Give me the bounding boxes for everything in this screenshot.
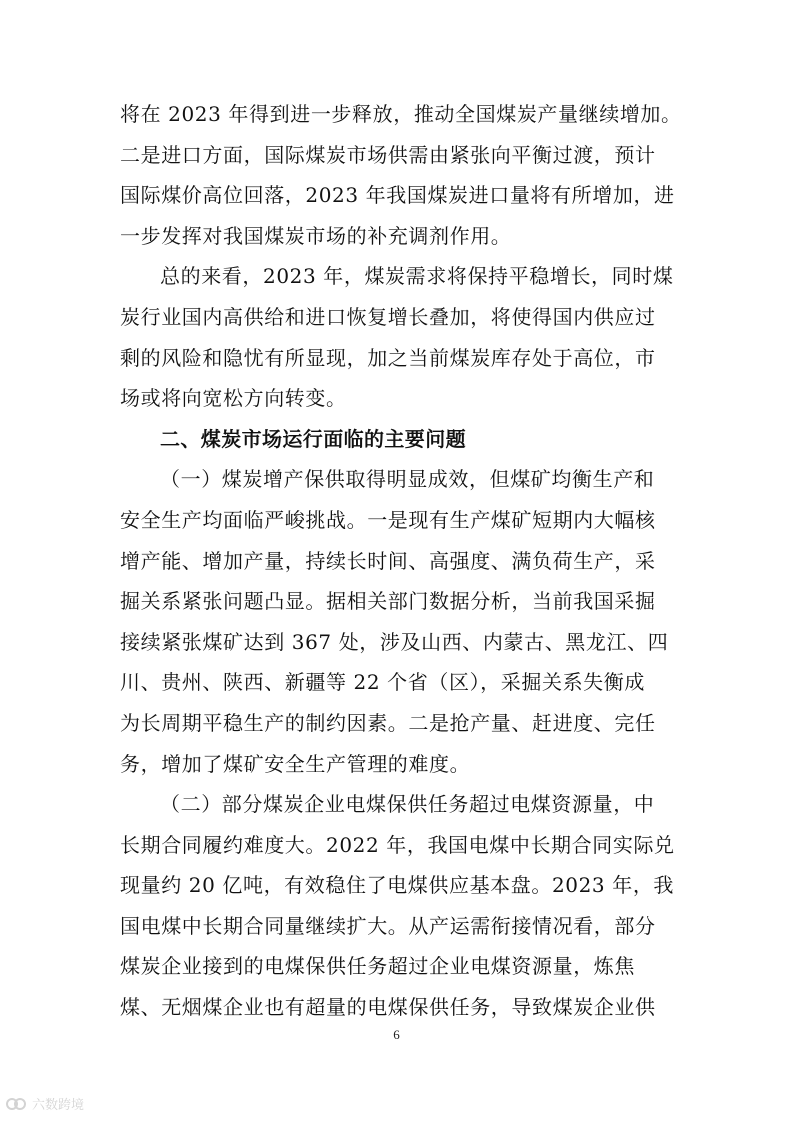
text-line: 长期合同履约难度大。2022 年，我国电煤中长期合同实际兑 <box>120 832 675 857</box>
text-line: 国际煤价高位回落，2023 年我国煤炭进口量将有所增加，进 <box>120 183 675 208</box>
text-line: 总的来看，2023 年，煤炭需求将保持平稳增长，同时煤 <box>160 264 674 289</box>
page-number: 6 <box>393 1027 400 1042</box>
section-heading: 二、煤炭市场运行面临的主要问题 <box>160 426 466 451</box>
text-line: 增产能、增加产量，持续长时间、高强度、满负荷生产，采 <box>120 548 656 573</box>
text-line: 炭行业国内高供给和进口恢复增长叠加，将使得国内供应过 <box>120 304 656 329</box>
text-line: 为长周期平稳生产的制约因素。二是抢产量、赶进度、完任 <box>120 710 656 735</box>
text-line: 煤炭企业接到的电煤保供任务超过企业电煤资源量，炼焦 <box>120 954 635 979</box>
text-line: 现量约 20 亿吨，有效稳住了电煤供应基本盘。2023 年，我 <box>120 873 675 898</box>
text-line: 川、贵州、陕西、新疆等 22 个省（区），采掘关系失衡成 <box>120 670 645 695</box>
watermark-text: 六数跨境 <box>32 1098 85 1113</box>
logo-icon <box>6 1096 28 1112</box>
text-line: 接续紧张煤矿达到 367 处，涉及山西、内蒙古、黑龙江、四 <box>120 629 669 654</box>
text-line: 安全生产均面临严峻挑战。一是现有生产煤矿短期内大幅核 <box>120 507 656 532</box>
text-line: 务，增加了煤矿安全生产管理的难度。 <box>120 751 471 776</box>
text-line: 剩的风险和隐忧有所显现，加之当前煤炭库存处于高位，市 <box>120 345 656 370</box>
text-line: 场或将向宽松方向转变。 <box>120 386 347 411</box>
watermark <box>6 1094 84 1113</box>
text-line: 将在 2023 年得到进一步释放，推动全国煤炭产量继续增加。 <box>120 102 682 126</box>
text-line: 煤、无烟煤企业也有超量的电煤保供任务，导致煤炭企业供 <box>120 995 656 1020</box>
text-line: （二）部分煤炭企业电煤保供任务超过电煤资源量，中 <box>160 792 655 817</box>
document-body <box>120 100 682 1034</box>
text-line: 二是进口方面，国际煤炭市场供需由紧张向平衡过渡，预计 <box>120 142 656 167</box>
text-line: 一步发挥对我国煤炭市场的补充调剂作用。 <box>120 223 512 248</box>
text-line: 掘关系紧张问题凸显。据相关部门数据分析，当前我国采掘 <box>120 589 656 614</box>
text-line: （一）煤炭增产保供取得明显成效，但煤矿均衡生产和 <box>160 467 655 492</box>
text-line: 国电煤中长期合同量继续扩大。从产运需衔接情况看，部分 <box>120 913 656 938</box>
